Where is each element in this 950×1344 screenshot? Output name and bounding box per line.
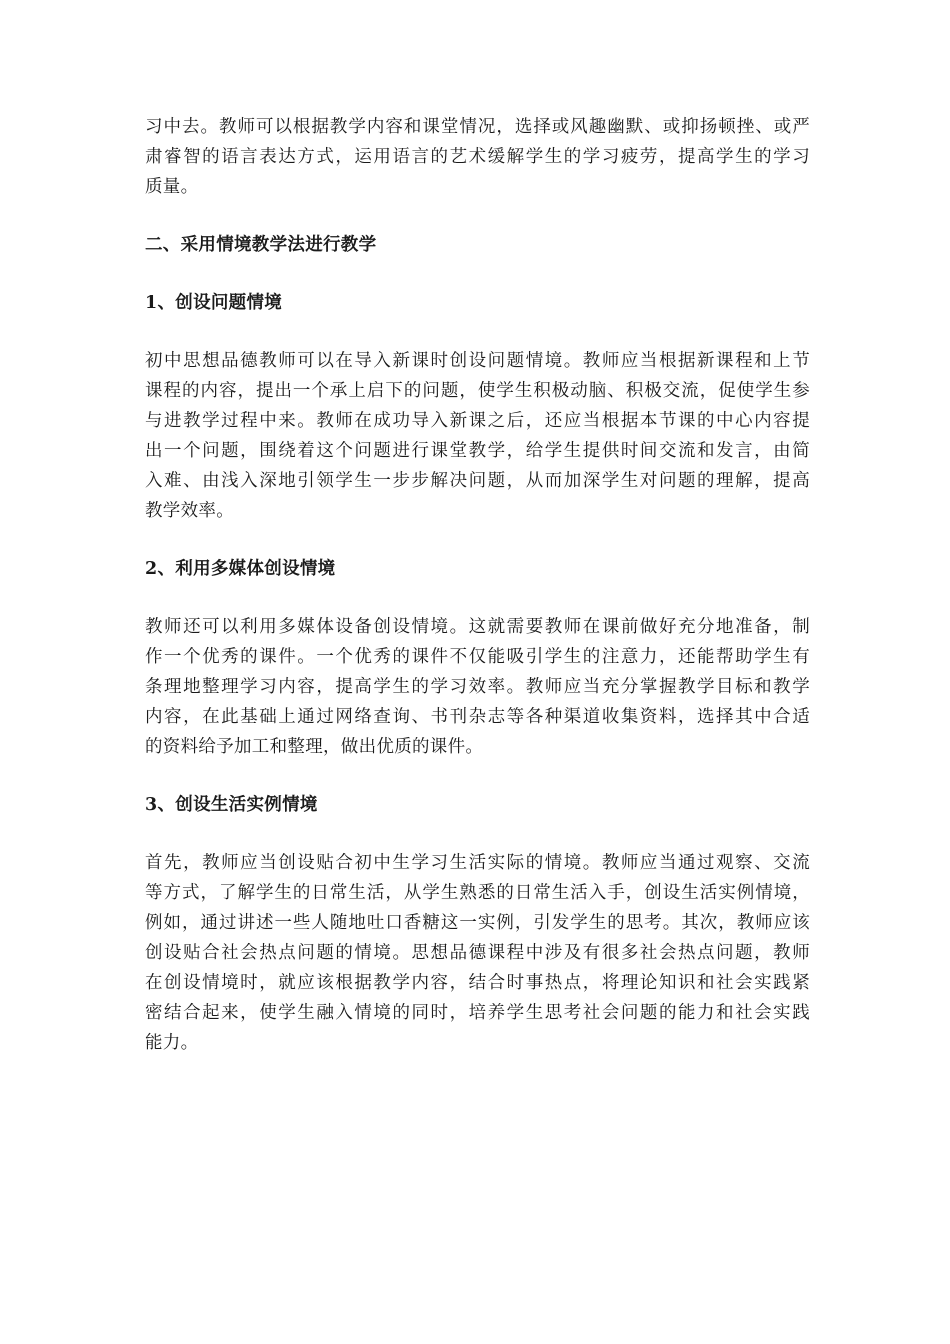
paragraph-line: 与进教学过程中来。教师在成功导入新课之后，还应当根据本节课的中心内容提 xyxy=(145,411,810,431)
paragraph-line: 肃睿智的语言表达方式，运用语言的艺术缓解学生的学习疲劳，提高学生的学习 xyxy=(145,147,810,167)
subsection-1-paragraph xyxy=(145,346,810,526)
paragraph-line: 初中思想品德教师可以在导入新课时创设问题情境。教师应当根据新课程和上节 xyxy=(145,351,810,371)
section-heading-2: 二、采用情境教学法进行教学 xyxy=(145,235,377,255)
paragraph-line: 等方式，了解学生的日常生活，从学生熟悉的日常生活入手，创设生活实例情境， xyxy=(145,883,810,903)
paragraph-line: 内容，在此基础上通过网络查询、书刊杂志等各种渠道收集资料，选择其中合适 xyxy=(145,707,810,727)
paragraph-line: 课程的内容，提出一个承上启下的问题，使学生积极动脑、积极交流，促使学生参 xyxy=(145,381,810,401)
paragraph-line: 教学效率。 xyxy=(145,501,234,521)
paragraph-line: 首先，教师应当创设贴合初中生学习生活实际的情境。教师应当通过观察、交流 xyxy=(145,853,810,873)
paragraph-line: 例如，通过讲述一些人随地吐口香糖这一实例，引发学生的思考。其次，教师应该 xyxy=(145,913,810,933)
subsection-heading-1: 1、创设问题情境 xyxy=(145,293,283,313)
subsection-3-paragraph xyxy=(145,848,810,1058)
paragraph-line: 入难、由浅入深地引领学生一步步解决问题，从而加深学生对问题的理解，提高 xyxy=(145,471,810,491)
subsection-heading-3: 3、创设生活实例情境 xyxy=(145,795,318,815)
paragraph-line: 教师还可以利用多媒体设备创设情境。这就需要教师在课前做好充分地准备，制 xyxy=(145,617,810,637)
subsection-2-paragraph xyxy=(145,612,810,762)
subsection-heading-2: 2、利用多媒体创设情境 xyxy=(145,559,336,579)
paragraph-line: 的资料给予加工和整理，做出优质的课件。 xyxy=(145,737,484,757)
paragraph-line: 在创设情境时，就应该根据教学内容，结合时事热点，将理论知识和社会实践紧 xyxy=(145,973,810,993)
paragraph-line: 质量。 xyxy=(145,177,199,197)
document-page xyxy=(145,112,810,1058)
paragraph-line: 条理地整理学习内容，提高学生的学习效率。教师应当充分掌握教学目标和教学 xyxy=(145,677,810,697)
paragraph-line: 作一个优秀的课件。一个优秀的课件不仅能吸引学生的注意力，还能帮助学生有 xyxy=(145,647,810,667)
paragraph-line: 出一个问题，围绕着这个问题进行课堂教学，给学生提供时间交流和发言，由简 xyxy=(145,441,810,461)
intro-paragraph xyxy=(145,112,810,202)
paragraph-line: 能力。 xyxy=(145,1033,199,1053)
paragraph-line: 创设贴合社会热点问题的情境。思想品德课程中涉及有很多社会热点问题，教师 xyxy=(145,943,810,963)
paragraph-line: 密结合起来，使学生融入情境的同时，培养学生思考社会问题的能力和社会实践 xyxy=(145,1003,810,1023)
paragraph-line: 习中去。教师可以根据教学内容和课堂情况，选择或风趣幽默、或抑扬顿挫、或严 xyxy=(145,117,810,137)
